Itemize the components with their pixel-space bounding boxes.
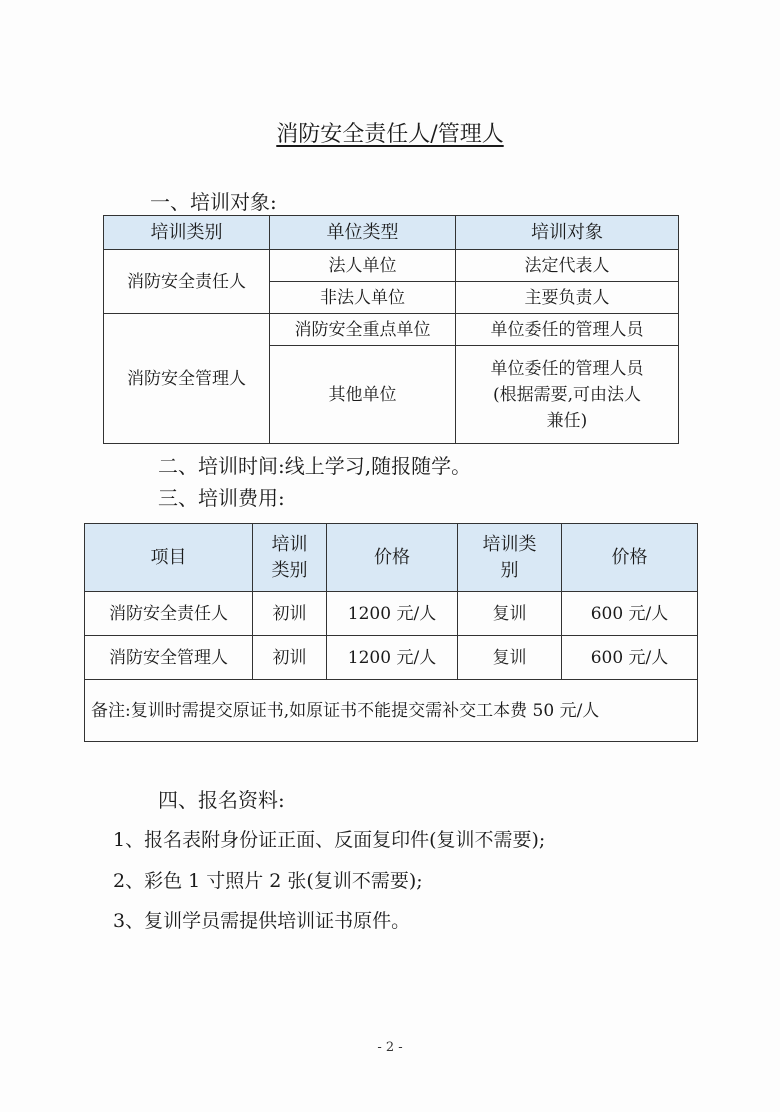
header-cell: 培训类别 bbox=[104, 216, 270, 250]
table-row bbox=[85, 636, 698, 680]
category-cell: 消防安全管理人 bbox=[104, 314, 270, 444]
table-header-row bbox=[104, 216, 679, 250]
table-row bbox=[104, 250, 679, 282]
target-line: 兼任) bbox=[546, 410, 588, 431]
category-cell: 复训 bbox=[458, 636, 562, 680]
header-cell-category bbox=[458, 524, 562, 592]
price-cell: 600 元/人 bbox=[562, 592, 698, 636]
section-heading-training-target: 一、培训对象: bbox=[150, 190, 277, 214]
training-fee-table bbox=[84, 523, 698, 742]
page-number: - 2 - bbox=[377, 1040, 403, 1055]
category-cell: 复训 bbox=[458, 592, 562, 636]
target-cell bbox=[456, 346, 679, 444]
header-cell-price: 价格 bbox=[327, 524, 458, 592]
header-cell: 单位类型 bbox=[270, 216, 456, 250]
target-line: (根据需要,可由法人 bbox=[492, 384, 642, 405]
target-cell: 主要负责人 bbox=[456, 282, 679, 314]
target-cell: 法定代表人 bbox=[456, 250, 679, 282]
header-line: 培训类 bbox=[482, 533, 537, 555]
category-cell: 消防安全责任人 bbox=[104, 250, 270, 314]
target-cell: 单位委任的管理人员 bbox=[456, 314, 679, 346]
price-cell: 1200 元/人 bbox=[327, 636, 458, 680]
header-cell: 培训对象 bbox=[456, 216, 679, 250]
item-cell: 消防安全责任人 bbox=[85, 592, 253, 636]
table-header-row bbox=[85, 524, 698, 592]
header-cell-category bbox=[253, 524, 327, 592]
category-cell: 初训 bbox=[253, 592, 327, 636]
unit-type-cell: 其他单位 bbox=[270, 346, 456, 444]
header-line: 类别 bbox=[271, 559, 308, 581]
note-cell: 备注:复训时需提交原证书,如原证书不能提交需补交工本费 50 元/人 bbox=[85, 680, 698, 742]
section-heading-training-fee: 三、培训费用: bbox=[158, 486, 285, 510]
section-heading-training-time: 二、培训时间:线上学习,随报随学。 bbox=[158, 454, 472, 478]
page-title-text: 消防安全责任人/管理人 bbox=[276, 122, 504, 147]
table-row bbox=[104, 314, 679, 346]
page-title bbox=[0, 120, 780, 150]
unit-type-cell: 消防安全重点单位 bbox=[270, 314, 456, 346]
item-cell: 消防安全管理人 bbox=[85, 636, 253, 680]
price-cell: 1200 元/人 bbox=[327, 592, 458, 636]
header-line: 培训 bbox=[271, 533, 308, 555]
list-item: 2、彩色 1 寸照片 2 张(复训不需要); bbox=[113, 870, 423, 892]
table-note-row bbox=[85, 680, 698, 742]
unit-type-cell: 法人单位 bbox=[270, 250, 456, 282]
category-cell: 初训 bbox=[253, 636, 327, 680]
list-item: 3、复训学员需提供培训证书原件。 bbox=[113, 910, 411, 932]
header-cell-price: 价格 bbox=[562, 524, 698, 592]
header-line: 别 bbox=[500, 559, 519, 581]
unit-type-cell: 非法人单位 bbox=[270, 282, 456, 314]
header-cell-item: 项目 bbox=[85, 524, 253, 592]
training-target-table bbox=[103, 215, 679, 444]
table-row bbox=[85, 592, 698, 636]
section-heading-materials: 四、报名资料: bbox=[158, 788, 285, 812]
target-line: 单位委任的管理人员 bbox=[490, 358, 644, 379]
price-cell: 600 元/人 bbox=[562, 636, 698, 680]
list-item: 1、报名表附身份证正面、反面复印件(复训不需要); bbox=[113, 829, 546, 851]
